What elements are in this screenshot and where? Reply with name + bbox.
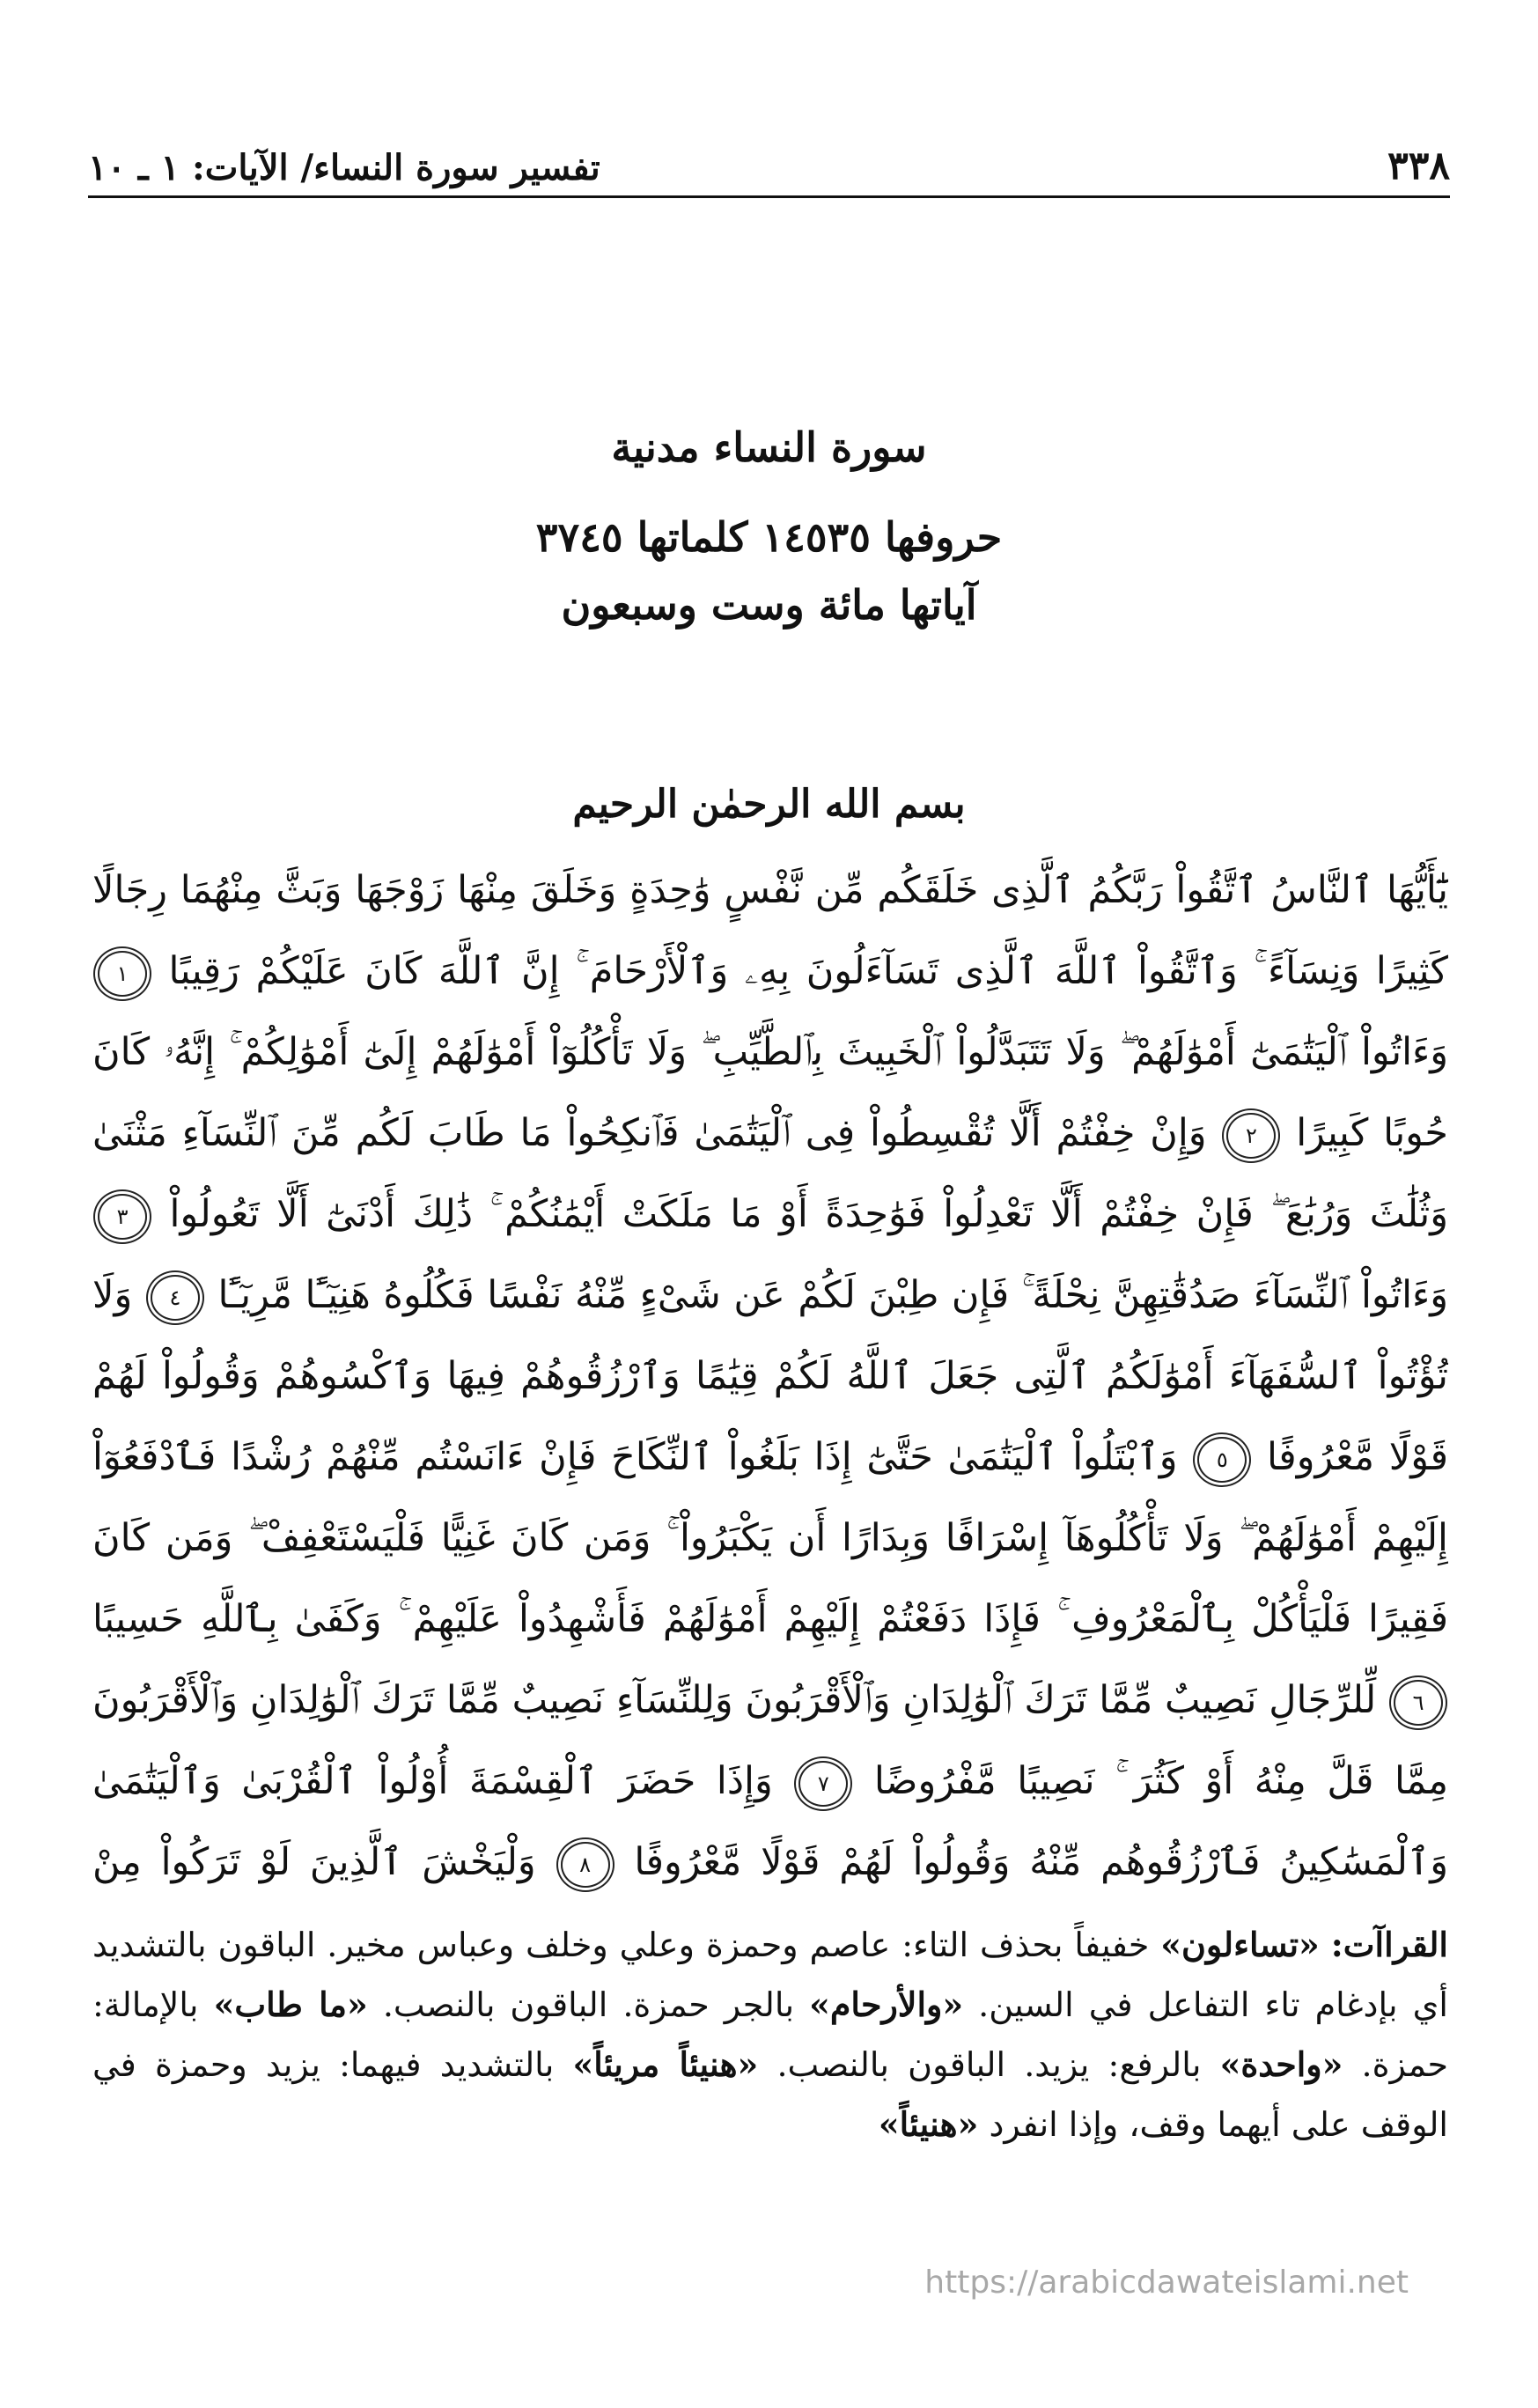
- surah-counts-line: حروفها ١٤٥٣٥ كلماتها ٣٧٤٥: [535, 512, 1003, 561]
- verse-text: وَإِنْ خِفْتُمْ أَلَّا تُقْسِطُواْ فِى ٱلْيَتَٰمَىٰ فَٱنكِحُواْ مَا طَابَ لَكُم مِّنَ ٱلنِّسَآءِ مَثْنَىٰ وَثُلَٰثَ وَرُبَٰعَ ۖ فَإِنْ خِفْتُمْ أَلَّا تَعْدِلُواْ فَوَٰحِدَةً أَوْ مَا مَلَكَتْ أَيْمَٰنُكُمْ ۚ ذَٰلِكَ أَدْنَىٰٓ أَلَّا تَعُولُواْ: [92, 1111, 1448, 1236]
- surah-info-block: [0, 423, 1538, 631]
- watermark-url: https://arabicdawateislami.net: [924, 2264, 1409, 2301]
- header-rule: [88, 195, 1450, 198]
- ayah-number-marker: ١: [98, 951, 147, 997]
- qiraat-term: هنيئاً مريئاً: [593, 2044, 738, 2084]
- qiraat-note: بالرفع: يزيد. الباقون بالنصب.: [776, 2045, 1202, 2084]
- qiraat-term: تساءلون: [1181, 1925, 1299, 1964]
- qiraat-term: واحدة: [1240, 2044, 1322, 2084]
- qiraat-term: ما طاب: [234, 1985, 348, 2024]
- page-number: ٣٣٨: [1387, 144, 1450, 188]
- qiraat-section: القراآت: «تساءلون» خفيفاً بحذف التاء: عاصم وحمزة وعلي وخلف وعباس مخير. الباقون بالتشديد أي بإدغام تاء التفاعل في السين. «والأرحام» بالجر حمزة. الباقون بالنصب. «ما طاب» بالإمالة: حمزة. «واحدة» بالرفع: يزيد. الباقون بالنصب. «هنيئاً مريئاً» بالتشديد فيهما: يزيد وحمزة في الوقف على أيهما وقف، وإذا انفرد «هنيئاً»: [92, 1925, 1448, 2144]
- surah-name-line: سورة النساء مدنية: [611, 423, 927, 471]
- qiraat-note: بالإمالة: حمزة.: [92, 1985, 1448, 2084]
- verse-text: لِّلرِّجَالِ نَصِيبٌ مِّمَّا تَرَكَ ٱلْوَٰلِدَانِ وَٱلْأَقْرَبُونَ وَلِلنِّسَآءِ نَصِيبٌ مِّمَّا تَرَكَ ٱلْوَٰلِدَانِ وَٱلْأَقْرَبُونَ مِمَّا قَلَّ مِنْهُ أَوْ كَثُرَ ۚ نَصِيبًا مَّفْرُوضًا: [92, 1678, 1448, 1803]
- qiraat-note: بالجر حمزة. الباقون بالنصب.: [382, 1985, 795, 2024]
- qiraat-term: هنيئاً: [899, 2104, 958, 2144]
- verse-text: وَءَاتُواْ ٱلنِّسَآءَ صَدُقَٰتِهِنَّ نِحْلَةً ۚ فَإِن طِبْنَ لَكُمْ عَن شَىْءٍ مِّنْهُ نَفْسًا فَكُلُوهُ هَنِيٓـًٔا مَّرِيٓـًٔا: [217, 1273, 1448, 1317]
- quran-verses: [92, 850, 1448, 1902]
- qiraat-term: والأرحام: [829, 1985, 943, 2024]
- ayah-number-marker: ٥: [1197, 1437, 1247, 1483]
- running-header: [88, 132, 1450, 188]
- qiraat-note: بالتشديد فيهما: يزيد وحمزة في الوقف على أيهما وقف، وإذا انفرد: [92, 2045, 1448, 2144]
- qiraat-label: القراآت:: [1330, 1925, 1448, 1964]
- surah-ayah-count-line: آياتها مائة وست وسبعون: [561, 581, 977, 629]
- basmala: بسم الله الرحمٰن الرحيم: [572, 782, 966, 827]
- verse-text: وَءَاتُواْ ٱلْيَتَٰمَىٰٓ أَمْوَٰلَهُمْ ۖ وَلَا تَتَبَدَّلُواْ ٱلْخَبِيثَ بِٱلطَّيِّبِ ۖ وَلَا تَأْكُلُوٓاْ أَمْوَٰلَهُمْ إِلَىٰٓ أَمْوَٰلِكُمْ ۚ إِنَّهُۥ كَانَ حُوبًا كَبِيرًا: [92, 1030, 1448, 1155]
- ayah-number-marker: ٣: [98, 1194, 147, 1240]
- ayah-number-marker: ٦: [1394, 1680, 1443, 1726]
- verse-text: وَلَا تُؤْتُواْ ٱلسُّفَهَآءَ أَمْوَٰلَكُمُ ٱلَّتِى جَعَلَ ٱللَّهُ لَكُمْ قِيَٰمًا وَٱرْزُقُوهُمْ فِيهَا وَٱكْسُوهُمْ وَقُولُواْ لَهُمْ قَوْلًا مَّعْرُوفًا: [92, 1273, 1448, 1479]
- verse-text: وَٱبْتَلُواْ ٱلْيَتَٰمَىٰ حَتَّىٰٓ إِذَا بَلَغُواْ ٱلنِّكَاحَ فَإِنْ ءَانَسْتُم مِّنْهُمْ رُشْدًا فَٱدْفَعُوٓاْ إِلَيْهِمْ أَمْوَٰلَهُمْ ۖ وَلَا تَأْكُلُوهَآ إِسْرَافًا وَبِدَارًا أَن يَكْبَرُواْ ۚ وَمَن كَانَ غَنِيًّا فَلْيَسْتَعْفِفْ ۖ وَمَن كَانَ فَقِيرًا فَلْيَأْكُلْ بِٱلْمَعْرُوفِ ۚ فَإِذَا دَفَعْتُمْ إِلَيْهِمْ أَمْوَٰلَهُمْ فَأَشْهِدُواْ عَلَيْهِمْ ۚ وَكَفَىٰ بِٱللَّهِ حَسِيبًا: [92, 1435, 1448, 1641]
- qiraat-note: خفيفاً بحذف التاء: عاصم وحمزة وعلي وخلف وعباس مخير. الباقون بالتشديد أي بإدغام تاء التفاعل في السين.: [92, 1926, 1448, 2024]
- ayah-number-marker: ٢: [1226, 1113, 1276, 1159]
- ayah-number-marker: ٧: [798, 1761, 848, 1807]
- running-header-title: تفسير سورة النساء/ الآيات: ١ ـ ١٠: [88, 147, 600, 188]
- ayah-number-marker: ٤: [151, 1275, 200, 1321]
- verse-text: وَلْيَخْشَ ٱلَّذِينَ لَوْ تَرَكُواْ مِنْ: [92, 1840, 536, 1884]
- verse-text: يَٰٓأَيُّهَا ٱلنَّاسُ ٱتَّقُواْ رَبَّكُمُ ٱلَّذِى خَلَقَكُم مِّن نَّفْسٍ وَٰحِدَةٍ وَخَلَقَ مِنْهَا زَوْجَهَا وَبَثَّ مِنْهُمَا رِجَالًا كَثِيرًا وَنِسَآءً ۚ وَٱتَّقُواْ ٱللَّهَ ٱلَّذِى تَسَآءَلُونَ بِهِۦ وَٱلْأَرْحَامَ ۚ إِنَّ ٱللَّهَ كَانَ عَلَيْكُمْ رَقِيبًا: [92, 868, 1448, 993]
- ayah-number-marker: ٨: [561, 1842, 610, 1888]
- verse-text: وَإِذَا حَضَرَ ٱلْقِسْمَةَ أُوْلُواْ ٱلْقُرْبَىٰ وَٱلْيَتَٰمَىٰ وَٱلْمَسَٰكِينُ فَٱرْزُقُوهُم مِّنْهُ وَقُولُواْ لَهُمْ قَوْلًا مَّعْرُوفًا: [92, 1759, 1448, 1884]
